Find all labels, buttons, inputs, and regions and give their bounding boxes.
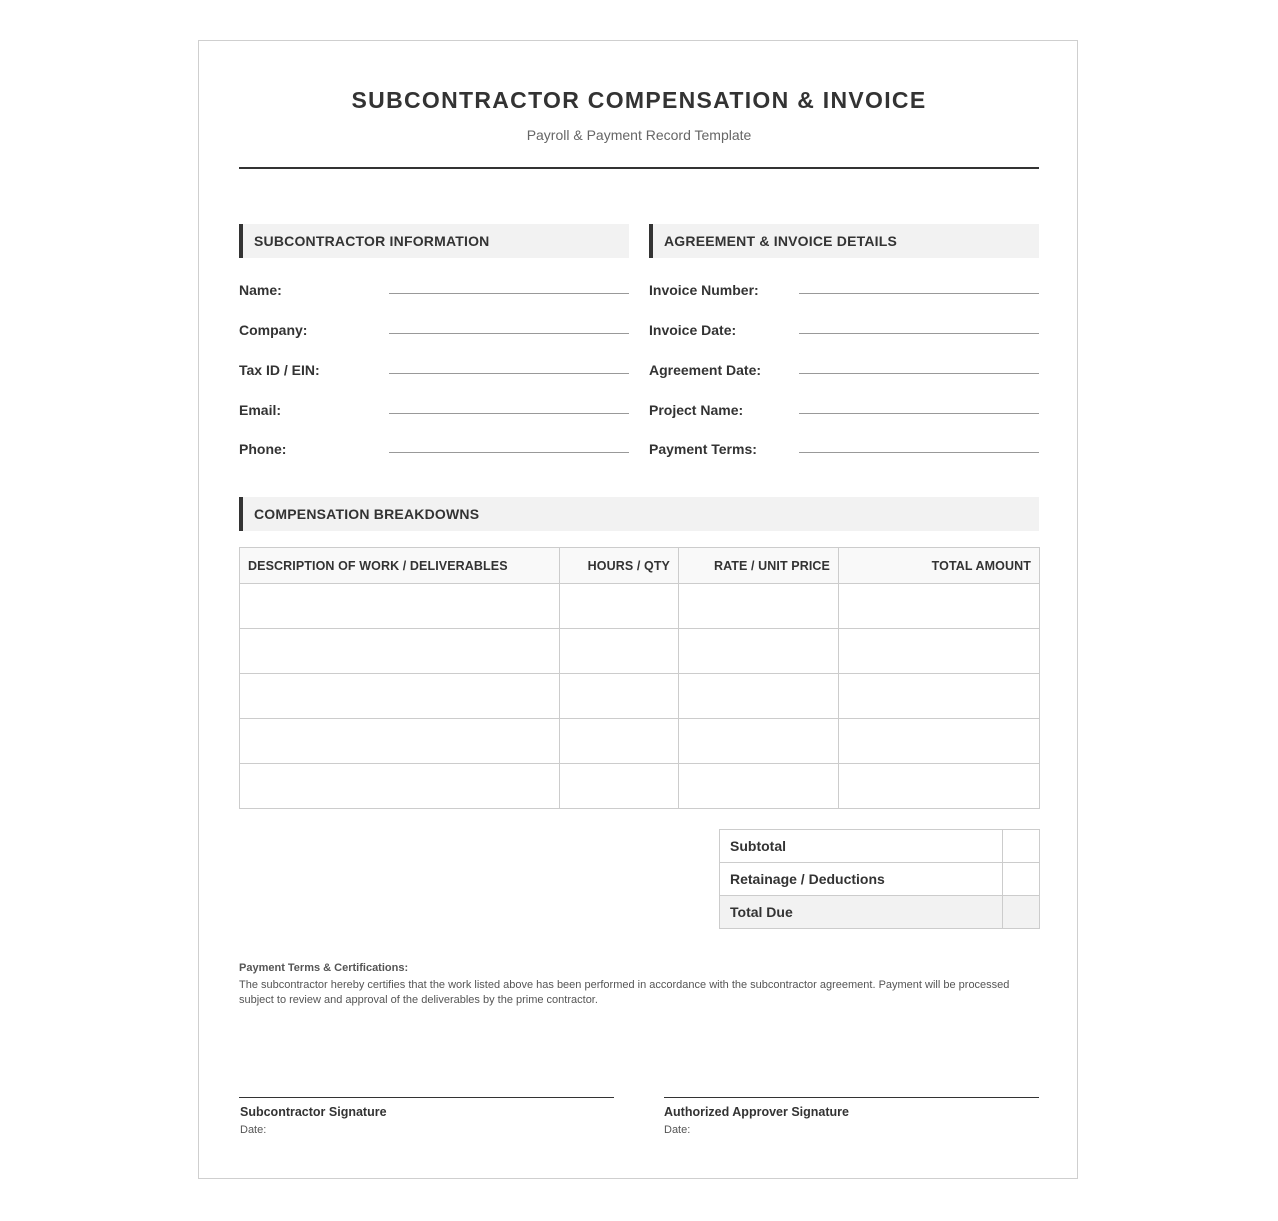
terms-text: The subcontractor hereby certifies that the work listed above has been performed in accordance with the subcontractor agreement. Payment will be processed subject to review and approval of the deliverables by the prime contractor. (239, 979, 1010, 1006)
table-cell[interactable] (839, 719, 1040, 764)
total-due-row (720, 896, 1040, 929)
table-cell[interactable] (560, 674, 679, 719)
tax-id-field[interactable] (389, 373, 629, 374)
table-cell[interactable] (240, 719, 560, 764)
section-compensation: COMPENSATION BREAKDOWNS (239, 497, 1039, 531)
agreement-date-field[interactable] (799, 373, 1039, 374)
company-label: Company: (239, 322, 308, 338)
table-cell[interactable] (240, 584, 560, 629)
subtotal-row (720, 830, 1040, 863)
invoice-page (198, 40, 1078, 1179)
invoice-number-field[interactable] (799, 293, 1039, 294)
project-name-label: Project Name: (649, 402, 744, 418)
table-cell[interactable] (679, 629, 839, 674)
payment-terms-field[interactable] (799, 452, 1039, 453)
approver-signature-date: Date: (664, 1124, 691, 1136)
table-cell[interactable] (679, 584, 839, 629)
column-header-hours: HOURS / QTY (560, 548, 679, 584)
total-due-value[interactable] (1003, 896, 1040, 929)
table-cell[interactable] (679, 764, 839, 809)
table-row (240, 584, 1040, 629)
invoice-number-label: Invoice Number: (649, 282, 759, 298)
table-row (240, 629, 1040, 674)
section-agreement-details: AGREEMENT & INVOICE DETAILS (649, 224, 1039, 258)
table-row (240, 719, 1040, 764)
project-name-field[interactable] (799, 413, 1039, 414)
table-cell[interactable] (560, 584, 679, 629)
terms-title: Payment Terms & Certifications: (239, 962, 409, 974)
column-header-rate: RATE / UNIT PRICE (679, 548, 839, 584)
subcontractor-signature-line[interactable] (239, 1097, 614, 1098)
totals-table (719, 829, 1040, 929)
name-label: Name: (239, 282, 282, 298)
approver-signature-line[interactable] (664, 1097, 1039, 1098)
document-subtitle: Payroll & Payment Record Template (526, 127, 752, 143)
agreement-date-label: Agreement Date: (649, 362, 762, 378)
subcontractor-signature-date: Date: (240, 1124, 267, 1136)
column-header-total: TOTAL AMOUNT (839, 548, 1040, 584)
invoice-date-field[interactable] (799, 333, 1039, 334)
email-field[interactable] (389, 413, 629, 414)
subcontractor-signature-label: Subcontractor Signature (240, 1105, 387, 1119)
table-cell[interactable] (839, 629, 1040, 674)
compensation-table (239, 547, 1040, 809)
table-cell[interactable] (679, 674, 839, 719)
table-row (240, 674, 1040, 719)
table-cell[interactable] (679, 719, 839, 764)
subtotal-label: Subtotal (720, 830, 1003, 863)
column-header-description: DESCRIPTION OF WORK / DELIVERABLES (240, 548, 560, 584)
phone-label: Phone: (239, 441, 287, 457)
table-cell[interactable] (240, 674, 560, 719)
payment-terms-label: Payment Terms: (649, 441, 757, 457)
tax-id-label: Tax ID / EIN: (239, 362, 320, 378)
deductions-value[interactable] (1003, 863, 1040, 896)
phone-field[interactable] (389, 452, 629, 453)
table-header-row (240, 548, 1040, 584)
table-cell[interactable] (560, 629, 679, 674)
deductions-row (720, 863, 1040, 896)
table-cell[interactable] (560, 719, 679, 764)
table-cell[interactable] (839, 764, 1040, 809)
deductions-label: Retainage / Deductions (720, 863, 1003, 896)
company-field[interactable] (389, 333, 629, 334)
subtotal-value[interactable] (1003, 830, 1040, 863)
section-subcontractor-info: SUBCONTRACTOR INFORMATION (239, 224, 629, 258)
table-cell[interactable] (839, 584, 1040, 629)
table-cell[interactable] (839, 674, 1040, 719)
table-cell[interactable] (560, 764, 679, 809)
table-row (240, 764, 1040, 809)
header-divider (239, 167, 1039, 169)
table-cell[interactable] (240, 629, 560, 674)
document-title: SUBCONTRACTOR COMPENSATION & INVOICE (351, 87, 927, 113)
name-field[interactable] (389, 293, 629, 294)
total-due-label: Total Due (720, 896, 1003, 929)
invoice-date-label: Invoice Date: (649, 322, 737, 338)
table-cell[interactable] (240, 764, 560, 809)
email-label: Email: (239, 402, 282, 418)
approver-signature-label: Authorized Approver Signature (664, 1105, 849, 1119)
